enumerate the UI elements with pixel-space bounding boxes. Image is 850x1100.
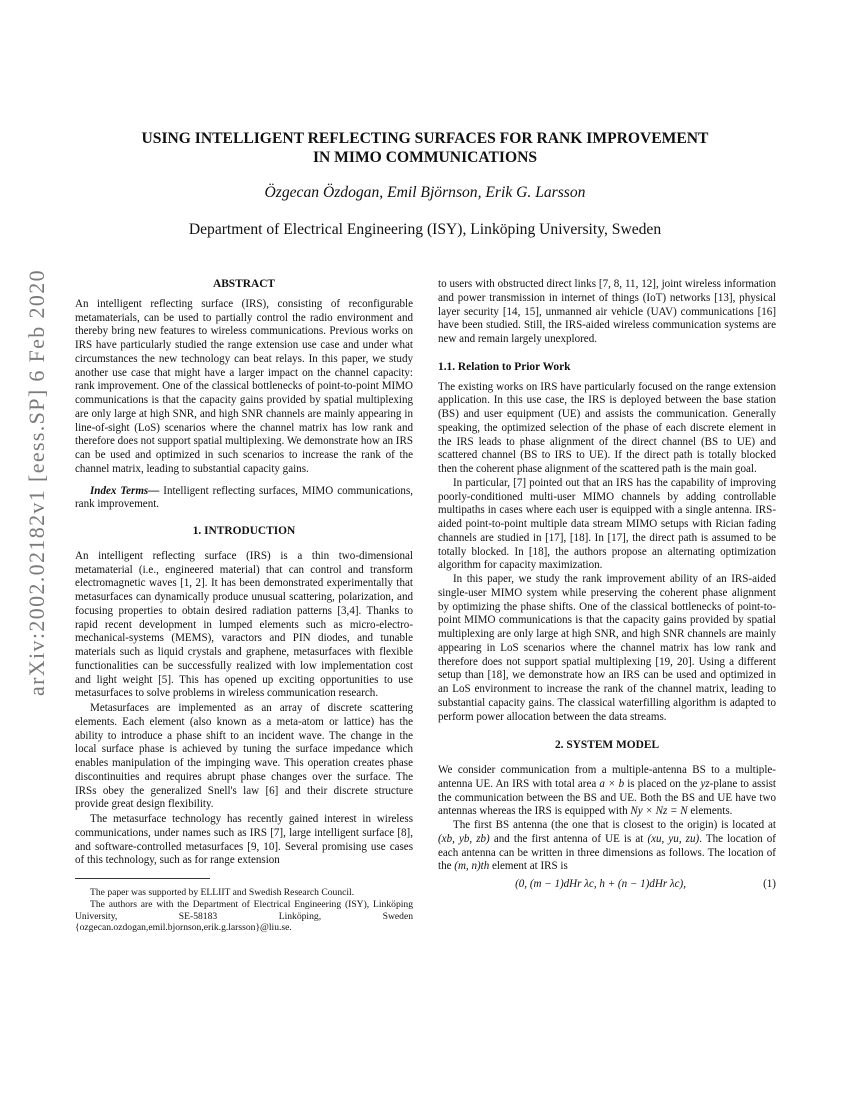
paper-title-line1: USING INTELLIGENT REFLECTING SURFACES FOR RANK IMPROVEMENT [141, 130, 709, 147]
sm-p2-text-b: and the first antenna of UE is at [489, 832, 648, 845]
equation-1-number: (1) [763, 878, 776, 890]
intro-heading: 1. INTRODUCTION [192, 525, 296, 537]
sm-p2-math-ue: (xu, yu, zu) [647, 832, 700, 845]
sm-p1-math-elements: Ny × Nz = N [630, 805, 688, 818]
index-terms [75, 485, 413, 513]
paper-title-line2: IN MIMO COMMUNICATIONS [312, 149, 538, 166]
abstract-text: An intelligent reflecting surface (IRS), consisting of reconfigurable metamaterials, can be used to partially control the radio environment and thereby bring new features to wireless communications. Previous works on IRS have particularly studied the range extension use case and under what circumstances the new technology can beat relays. In this paper, we study another use case that might have a larger impact on the channel capacity: rank improvement. One of the classical bottlenecks of point-to-point MIMO communications is that the capacity gains provided by spatial multiplexing are only large at high SNR, and high SNR channels are mainly appearing in line-of-sight (LoS) scenarios where the channel matrix has low rank and therefore does not support spatial multiplexing. We demonstrate how an IRS can be used and optimized in such scenarios to increase the rank of the channel matrix, leading to substantial capacity gains. [75, 297, 413, 475]
system-model-paragraph-2 [438, 819, 776, 874]
arxiv-stamp-text: arXiv:2002.02182v1 [eess.SP] 6 Feb 2020 [24, 270, 49, 696]
arxiv-stamp [14, 268, 56, 698]
sm-p2-math-bs: (xb, yb, zb) [438, 832, 490, 845]
intro-paragraph-2: Metasurfaces are implemented as an array of discrete scattering elements. Each element (also known as a meta-atom or lattice) has the ability to introduce a phase shift to an incident wave. The change in the local surface phase is achieved by tuning the surface impedance which enables manipulation of the impinging wave. This operation creates phase discontinuities and requires abrupt phase changes over the surface. The IRSs obey the generalized Snell's law [6] and their discrete structure provide great design flexibility. [75, 702, 413, 811]
prior-work-paragraph-2: In particular, [7] pointed out that an IRS has the capability of improving poorly-conditioned multi-user MIMO channels by adding controllable multipaths in cases where each user is equipped with a single antenna. IRS-aided point-to-point multiple data stream MIMO setups with Rician fading channels are studied in [17], [18]. In [17], the direct path is assumed to be totally blocked. In [18], the authors propose an alternating optimization algorithm for capacity maximization. [438, 476, 776, 572]
intro-paragraph-3: The metasurface technology has recently gained interest in wireless communications, under names such as IRS [7], large intelligent surface [8], and software-controlled metasurfaces [9, 10]. Several promising use cases of this technology, such as for range extension [75, 813, 413, 867]
prior-work-paragraph-1: The existing works on IRS have particularly focused on the range extension application. In this use case, the IRS is deployed between the base station (BS) and user equipment (UE) and assists the communication. Generally speaking, the optimized selection of the phase of each discrete element in the IRS leads to phase alignment of the direct channel (BS to UE) and scattered channel (BS to IRS to UE). If the direct path is totally blocked then the coherent phase alignment of the scattered path is the main goal. [438, 380, 776, 475]
paper-authors: Özgecan Özdogan, Emil Björnson, Erik G. Larsson [264, 184, 586, 201]
equation-1-body: (0, (m − 1)dHr λc, h + (n − 1)dHr λc), [515, 878, 687, 890]
footnote-rule [75, 878, 210, 879]
sm-p1-math-plane: yz [700, 777, 710, 790]
equation-1 [438, 878, 776, 892]
footnote-support: The paper was supported by ELLIIT and Swedish Research Council. [90, 887, 355, 898]
intro-paragraph-1: An intelligent reflecting surface (IRS) is a thin two-dimensional metamaterial (i.e., engineered material) that can control and transform electromagnetic waves [1, 2]. It has been demonstrated experimentally that metasurfaces can dynamically produce unusual scattering, polarization, and focusing properties to obtain desired radiation patterns [3,4]. Thanks to rapid recent development in lumped elements such as micro-electro-mechanical-systems (MEMS), varactors and PIN diodes, and tunable materials such as liquid crystals and graphene, metasurfaces with flexible functionalities can be successfully realized with low implementation cost and light weight [5]. This has opened up exciting opportunities to use metasurfaces to solve problems in wireless communication research. [75, 549, 413, 700]
system-model-heading: 2. SYSTEM MODEL [554, 739, 660, 752]
prior-work-paragraph-3: In this paper, we study the rank improvement ability of an IRS-aided single-user MIMO system while preserving the coherent phase alignment by optimizing the phase shifts. One of the classical bottlenecks of point-to-point MIMO communications is that the capacity gains provided by spatial multiplexing are only large at high SNR, and high SNR channels are mainly appearing in LoS scenarios where the channel matrix has low rank and therefore does not support spatial multiplexing [19, 20]. Using a different setup than [18], we demonstrate how an IRS can be used and optimized in an LoS environment to increase the rank of the channel matrix, leading to substantial capacity gains. The classical waterfilling algorithm is adapted to perform power allocation between the data streams. [438, 573, 776, 723]
sm-p1-text-b: is placed on the [624, 777, 701, 790]
system-model-paragraph-1 [438, 764, 776, 819]
sm-p2-text-a: The first BS antenna (the one that is closest to the origin) is located at [453, 819, 776, 831]
sm-p1-text-c: -plane to assist the communication between the BS and UE. Both the BS and UE have two antennas whereas the IRS is equipped with [438, 777, 777, 818]
abstract-heading: ABSTRACT [212, 278, 276, 290]
sm-p1-text-a: We consider communication from a multiple-antenna BS to a multiple-antenna UE. An IRS with total area [438, 764, 776, 790]
right-column [438, 278, 776, 892]
sm-p2-math-mn: (m, n)th [454, 860, 490, 873]
sm-p2-text-d: element at IRS is [489, 860, 568, 873]
left-column [75, 278, 413, 934]
footnote-authors: The authors are with the Department of Electrical Engineering (ISY), Linköping University, SE-58183 Linköping, Sweden {ozgecan.ozdogan,emil.bjornson,erik.g.larsson}@liu.se. [75, 898, 413, 934]
sm-p2-text-c: . The location of each antenna can be written in three dimensions as follows. The location of the [438, 832, 776, 873]
sm-p1-math-area: a × b [599, 777, 625, 790]
prior-work-heading: 1.1. Relation to Prior Work [438, 360, 571, 373]
sm-p1-text-d: elements. [687, 805, 733, 818]
index-terms-text: Intelligent reflecting surfaces, MIMO communications, rank improvement. [75, 484, 413, 511]
index-terms-label: Index Terms— [90, 484, 160, 497]
paper-title [75, 129, 775, 167]
intro-paragraph-3-continued: to users with obstructed direct links [7, 8, 11, 12], joint wireless information and power transmission in internet of things (IoT) networks [13], physical layer security [14, 15], unmanned air vehicle (UAV) communications [16] have been studied. Still, the IRS-aided wireless communication systems are new and remain largely unexplored. [438, 278, 776, 345]
paper-affiliation: Department of Electrical Engineering (ISY), Linköping University, Sweden [188, 221, 662, 238]
